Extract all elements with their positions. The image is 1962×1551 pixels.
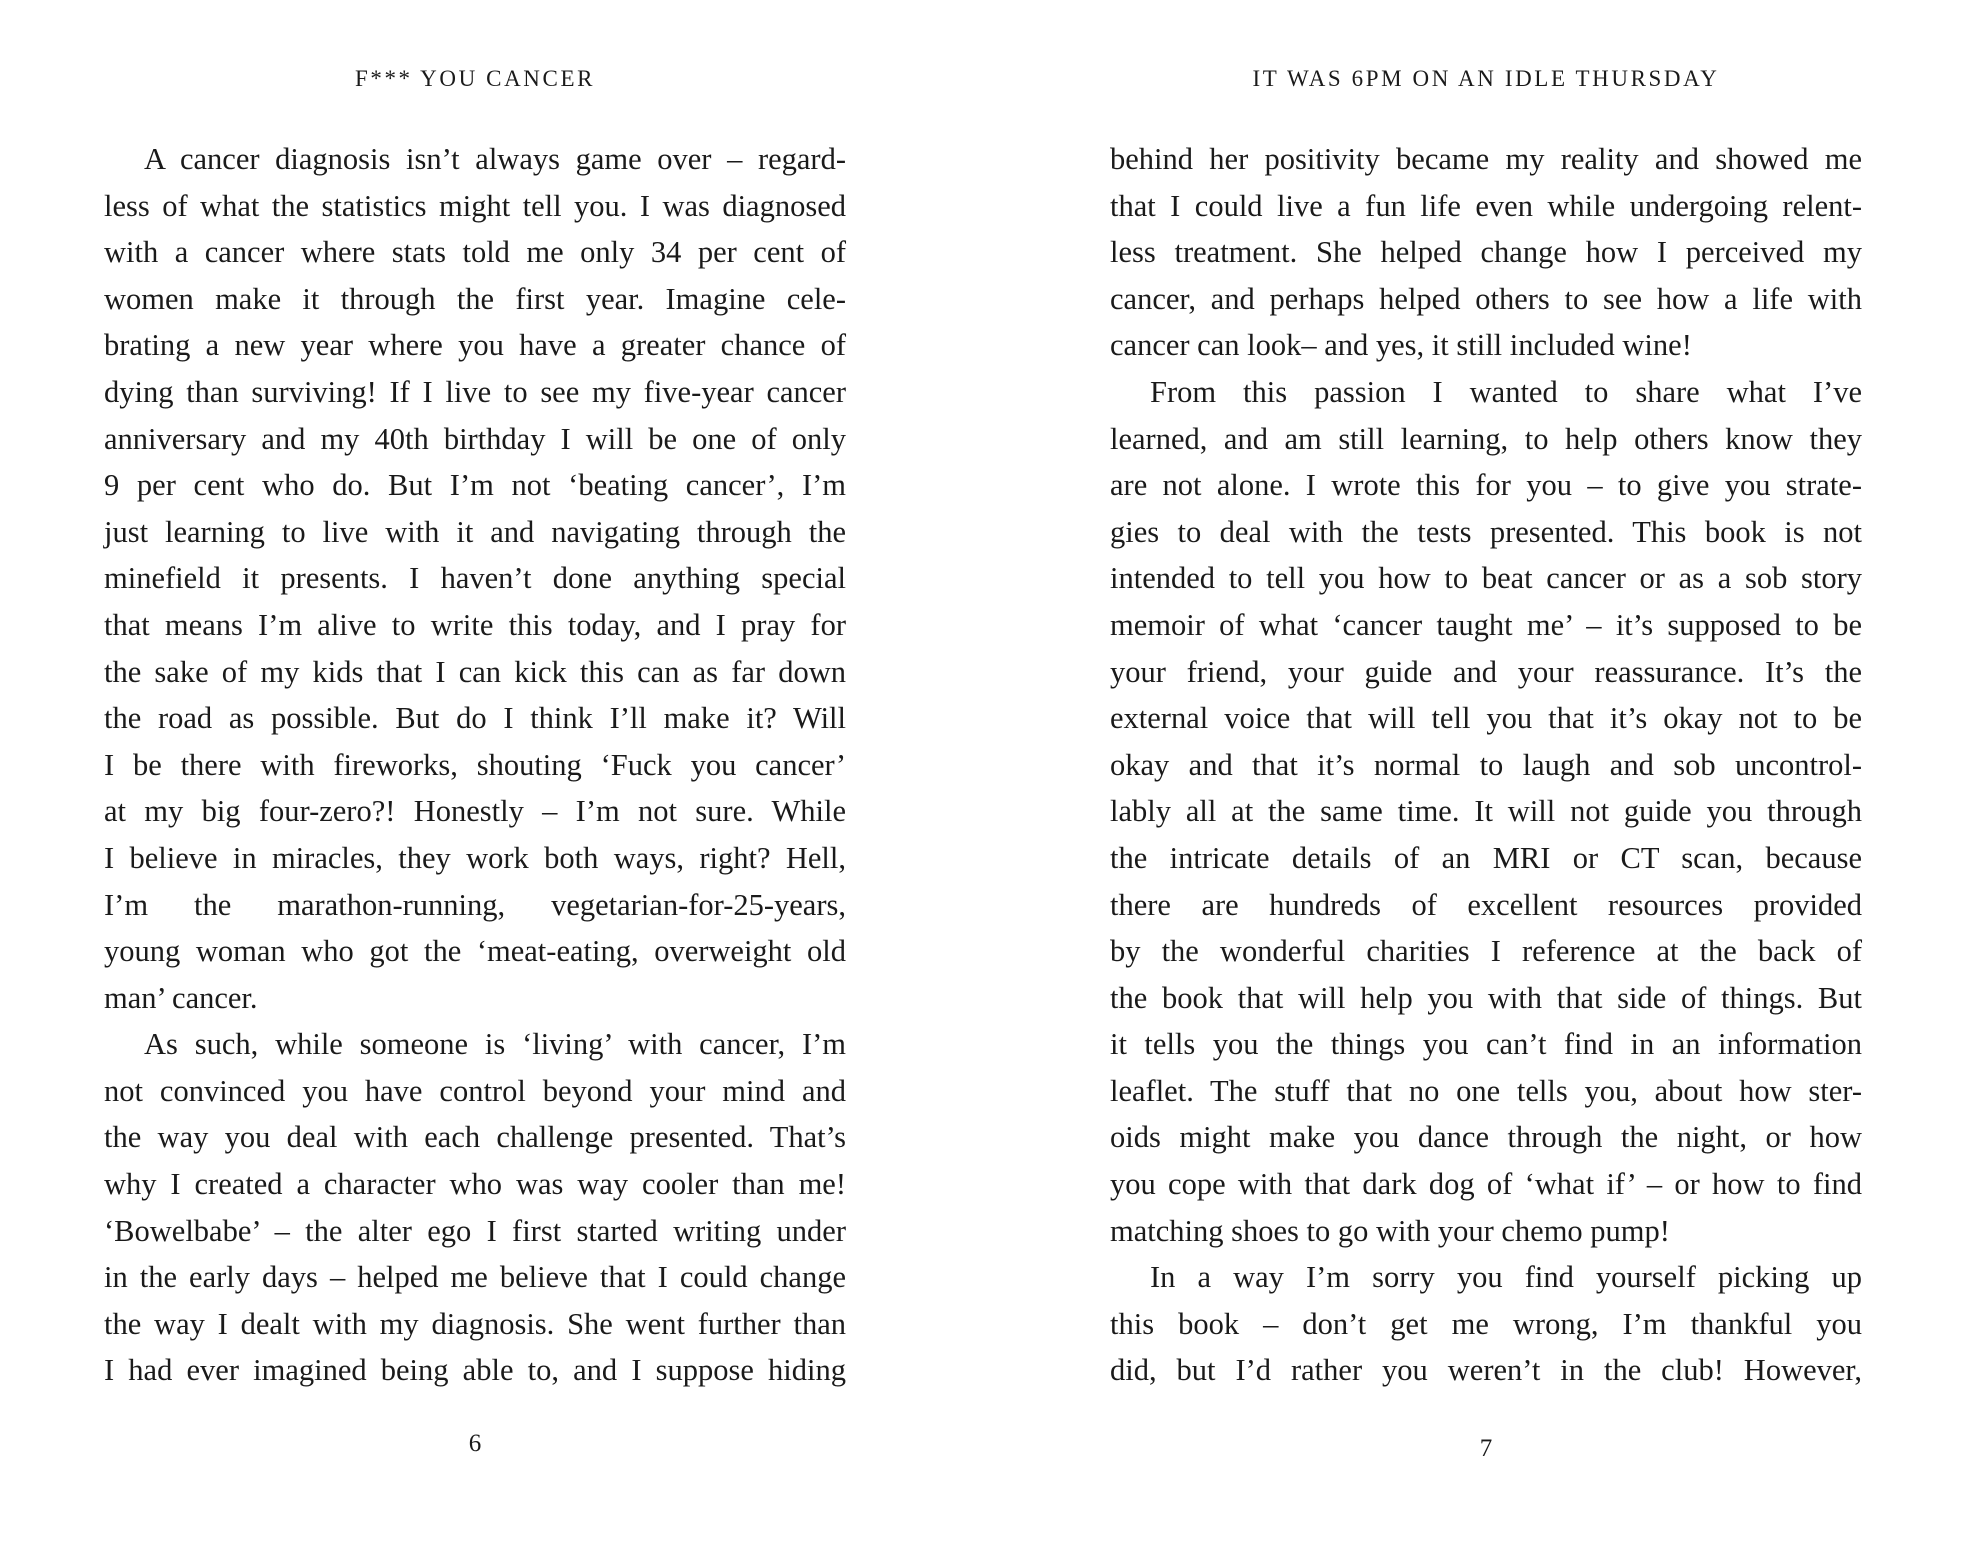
text-line: young woman who got the ‘meat-eating, overweight old: [104, 934, 846, 969]
text-line: cancer can look– and yes, it still included wine!: [1110, 328, 1692, 363]
text-line: the road as possible. But do I think I’ll make it? Will: [104, 701, 846, 736]
text-line: that means I’m alive to write this today, and I pray for: [104, 607, 846, 642]
text-line: cancer, and perhaps helped others to see how a life with: [1110, 281, 1862, 316]
text-line: the intricate details of an MRI or CT scan, because: [1110, 840, 1862, 875]
text-line: the way I dealt with my diagnosis. She went further than: [104, 1306, 846, 1341]
text-line: I believe in miracles, they work both ways, right? Hell,: [104, 840, 846, 875]
running-head-right: IT WAS 6PM ON AN IDLE THURSDAY: [1252, 66, 1720, 91]
text-line: by the wonderful charities I reference at the back of: [1110, 934, 1862, 969]
page-number-right: 7: [1479, 1435, 1493, 1462]
text-line: your friend, your guide and your reassurance. It’s the: [1110, 654, 1862, 689]
page-number-left: 6: [468, 1430, 482, 1457]
right-page: [1000, 0, 1962, 1551]
text-line: at my big four-zero?! Honestly – I’m not sure. While: [104, 794, 846, 829]
text-line: with a cancer where stats told me only 34 per cent of: [104, 235, 846, 270]
text-line: that I could live a fun life even while undergoing relent-: [1110, 188, 1862, 223]
text-line: you cope with that dark dog of ‘what if’ – or how to find: [1110, 1167, 1862, 1202]
text-line: the way you deal with each challenge presented. That’s: [104, 1120, 846, 1155]
text-line: ‘Bowelbabe’ – the alter ego I first started writing under: [104, 1213, 846, 1248]
text-line: A cancer diagnosis isn’t always game over – regard-: [144, 142, 846, 176]
text-line: leaflet. The stuff that no one tells you, about how ster-: [1110, 1073, 1862, 1108]
text-line: I’m the marathon-running, vegetarian-for-25-years,: [104, 887, 846, 922]
text-line: it tells you the things you can’t find in an information: [1110, 1027, 1862, 1062]
text-line: did, but I’d rather you weren’t in the club! However,: [1110, 1353, 1862, 1388]
text-line: oids might make you dance through the night, or how: [1110, 1120, 1862, 1155]
body-text-left: [104, 136, 846, 1394]
text-line: the book that will help you with that side of things. But: [1110, 980, 1862, 1015]
text-line: less of what the statistics might tell you. I was diagnosed: [104, 188, 846, 223]
body-text-right: [1110, 136, 1862, 1394]
text-line: I had ever imagined being able to, and I suppose hiding: [104, 1353, 846, 1388]
text-line: matching shoes to go with your chemo pump!: [1110, 1213, 1670, 1248]
text-line: less treatment. She helped change how I perceived my: [1110, 235, 1862, 270]
book-gutter: [960, 0, 1000, 1551]
text-line: learned, and am still learning, to help others know they: [1110, 421, 1862, 456]
text-line: women make it through the first year. Imagine cele-: [104, 281, 846, 316]
running-head-left: F*** YOU CANCER: [354, 66, 596, 91]
text-line: As such, while someone is ‘living’ with cancer, I’m: [144, 1027, 846, 1062]
text-line: dying than surviving! If I live to see my five-year cancer: [104, 374, 846, 409]
text-line: in the early days – helped me believe that I could change: [104, 1260, 846, 1295]
text-line: behind her positivity became my reality and showed me: [1110, 142, 1862, 176]
text-line: brating a new year where you have a greater chance of: [104, 328, 846, 363]
text-line: not convinced you have control beyond your mind and: [104, 1073, 846, 1108]
text-line: are not alone. I wrote this for you – to give you strate-: [1110, 468, 1862, 503]
text-line: okay and that it’s normal to laugh and sob uncontrol-: [1110, 747, 1862, 782]
left-page: [0, 0, 960, 1551]
text-line: lably all at the same time. It will not guide you through: [1110, 794, 1862, 829]
text-line: this book – don’t get me wrong, I’m thankful you: [1110, 1306, 1862, 1341]
text-line: just learning to live with it and navigating through the: [104, 514, 846, 549]
text-line: gies to deal with the tests presented. This book is not: [1110, 514, 1862, 549]
text-line: anniversary and my 40th birthday I will be one of only: [104, 421, 846, 456]
text-line: 9 per cent who do. But I’m not ‘beating cancer’, I’m: [104, 468, 846, 503]
text-line: In a way I’m sorry you find yourself picking up: [1150, 1260, 1862, 1295]
text-line: there are hundreds of excellent resources provided: [1110, 887, 1862, 922]
text-line: the sake of my kids that I can kick this can as far down: [104, 654, 846, 689]
text-line: external voice that will tell you that it’s okay not to be: [1110, 701, 1862, 736]
text-line: why I created a character who was way cooler than me!: [104, 1167, 846, 1202]
text-line: intended to tell you how to beat cancer or as a sob story: [1110, 561, 1862, 596]
text-line: I be there with fireworks, shouting ‘Fuck you cancer’: [104, 747, 846, 782]
text-line: man’ cancer.: [104, 980, 258, 1015]
text-line: minefield it presents. I haven’t done anything special: [104, 561, 846, 596]
text-line: From this passion I wanted to share what I’ve: [1150, 374, 1862, 409]
text-line: memoir of what ‘cancer taught me’ – it’s supposed to be: [1110, 607, 1862, 642]
